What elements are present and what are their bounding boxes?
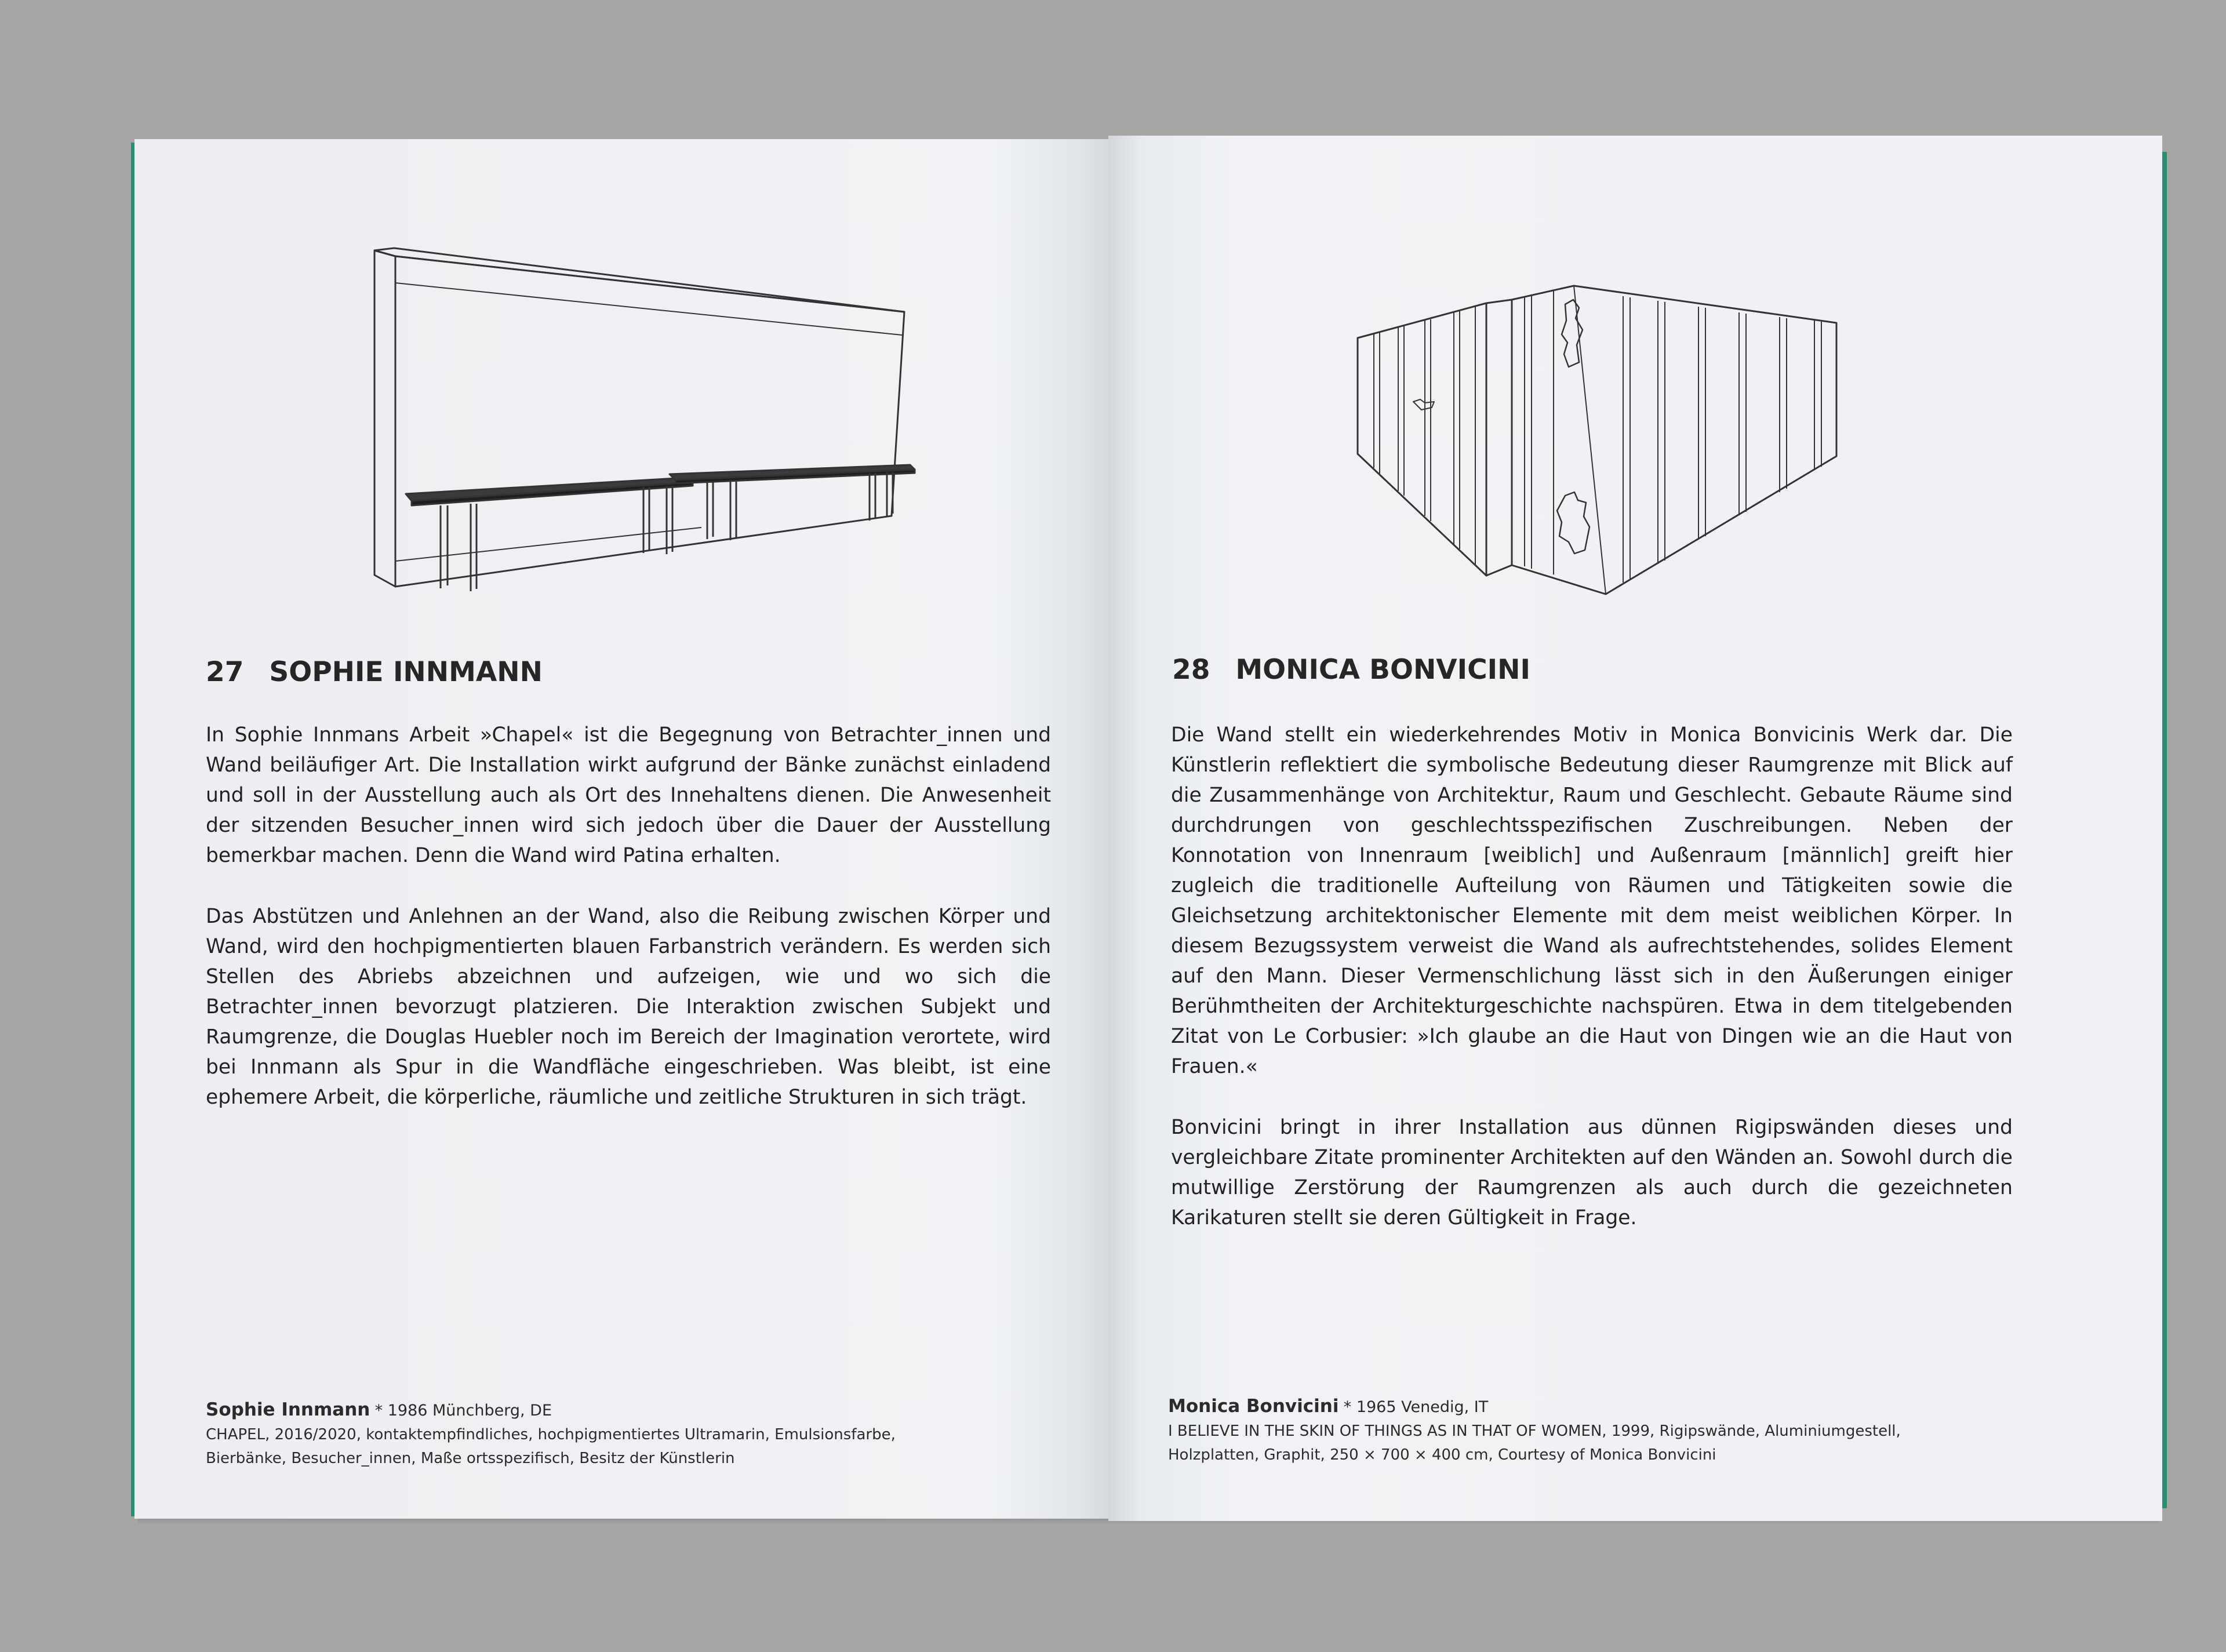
credit-artist-name: Monica Bonvicini [1168, 1396, 1339, 1417]
left-artwork-credit [206, 1398, 896, 1471]
credit-line: Bierbänke, Besucher_innen, Maße ortsspezifisch, Besitz der Künstlerin [206, 1450, 735, 1467]
paragraph: In Sophie Innmans Arbeit »Chapel« ist die Begegnung von Betrachter_innen und Wand beiläufiger Art. Die Installation wirkt aufgrund der Bänke zunächst einladend und soll in der Ausstellung auch als Ort des Innehaltens dienen. Die Anwesenheit der sitzenden Besucher_innen wird sich jedoch über die Dauer der Ausstellung bemerkbar machen. Denn die Wand wird Patina erhalten. [206, 723, 1051, 867]
right-artwork-credit [1168, 1395, 1901, 1467]
paragraph: Das Abstützen und Anlehnen an der Wand, also die Reibung zwischen Körper und Wand, wird den hochpigmentierten blauen Farbanstrich verändern. Es werden sich Stellen des Abriebs abzeichnen und aufzeigen, wie und wo sich die Betrachter_innen bevorzugt platzieren. Die Interaktion zwischen Subjekt und Raumgrenze, die Douglas Huebler noch im Bereich der Imagination verortete, wird bei Innmann als Spur in die Wandfläche eingeschrieben. Was bleibt, ist eine ephemere Arbeit, die körperliche, räumliche und zeitliche Strukturen in sich trägt. [206, 905, 1051, 1109]
artwork-number: 27 [206, 656, 244, 688]
artwork-number: 28 [1172, 654, 1210, 686]
credit-line: CHAPEL, 2016/2020, kontaktempfindliches, hochpigmentiertes Ultramarin, Emulsionsfarbe, [206, 1426, 896, 1443]
paragraph: Bonvicini bringt in ihrer Installation aus dünnen Rigipswänden dieses und vergleichbare Zitate prominenter Architekten auf den Wänden an. Sowohl durch die mutwillige Zerstörung der Raumgrenzen als auch durch die gezeichneten Karikaturen stellt sie deren Gültigkeit in Frage. [1171, 1116, 2013, 1229]
credit-artist-name: Sophie Innmann [206, 1399, 370, 1420]
paragraph: Die Wand stellt ein wiederkehrendes Motiv in Monica Bonvicinis Werk dar. Die Künstlerin reflektiert die symbolische Bedeutung dieser Raumgrenze mit Blick auf die Zusammenhänge von Architektur, Raum und Geschlecht. Gebaute Räume sind durchdrungen von geschlechtsspezifischen Zuschreibungen. Neben der Konnotation von Innenraum [weiblich] und Außenraum [männlich] greift hier zugleich die traditionelle Aufteilung von Räumen und Tätigkeiten sowie die Gleichsetzung architektonischer Elemente mit dem meist weiblichen Körper. In diesem Bezugssystem verweist die Wand als aufrechtstehendes, solides Element auf den Mann. Dieser Vermenschlichung lässt sich in den Äußerungen einiger Berühmtheiten der Architekturgeschichte nachspüren. Etwa in dem titelgebenden Zitat von Le Corbusier: »Ich glaube an die Haut von Dingen wie an die Haut von Frauen.« [1171, 723, 2013, 1078]
artwork-heading-27 [206, 656, 543, 688]
credit-birth: * 1965 Venedig, IT [1343, 1398, 1489, 1416]
credit-line: Holzplatten, Graphit, 250 × 700 × 400 cm, Courtesy of Monica Bonvicini [1168, 1446, 1716, 1464]
artist-name-heading: SOPHIE INNMANN [269, 656, 543, 688]
wall-benches-drawing [359, 243, 939, 603]
left-body-text [206, 720, 1051, 1143]
right-body-text [1171, 720, 2013, 1264]
credit-line: I BELIEVE IN THE SKIN OF THINGS AS IN THAT OF WOMEN, 1999, Rigipswände, Aluminiumgestell, [1168, 1422, 1901, 1440]
artwork-heading-28 [1172, 654, 1530, 686]
artist-name-heading: MONICA BONVICINI [1235, 654, 1530, 686]
credit-birth: * 1986 Münchberg, DE [374, 1402, 552, 1420]
drywall-room-drawing [1351, 270, 1849, 617]
